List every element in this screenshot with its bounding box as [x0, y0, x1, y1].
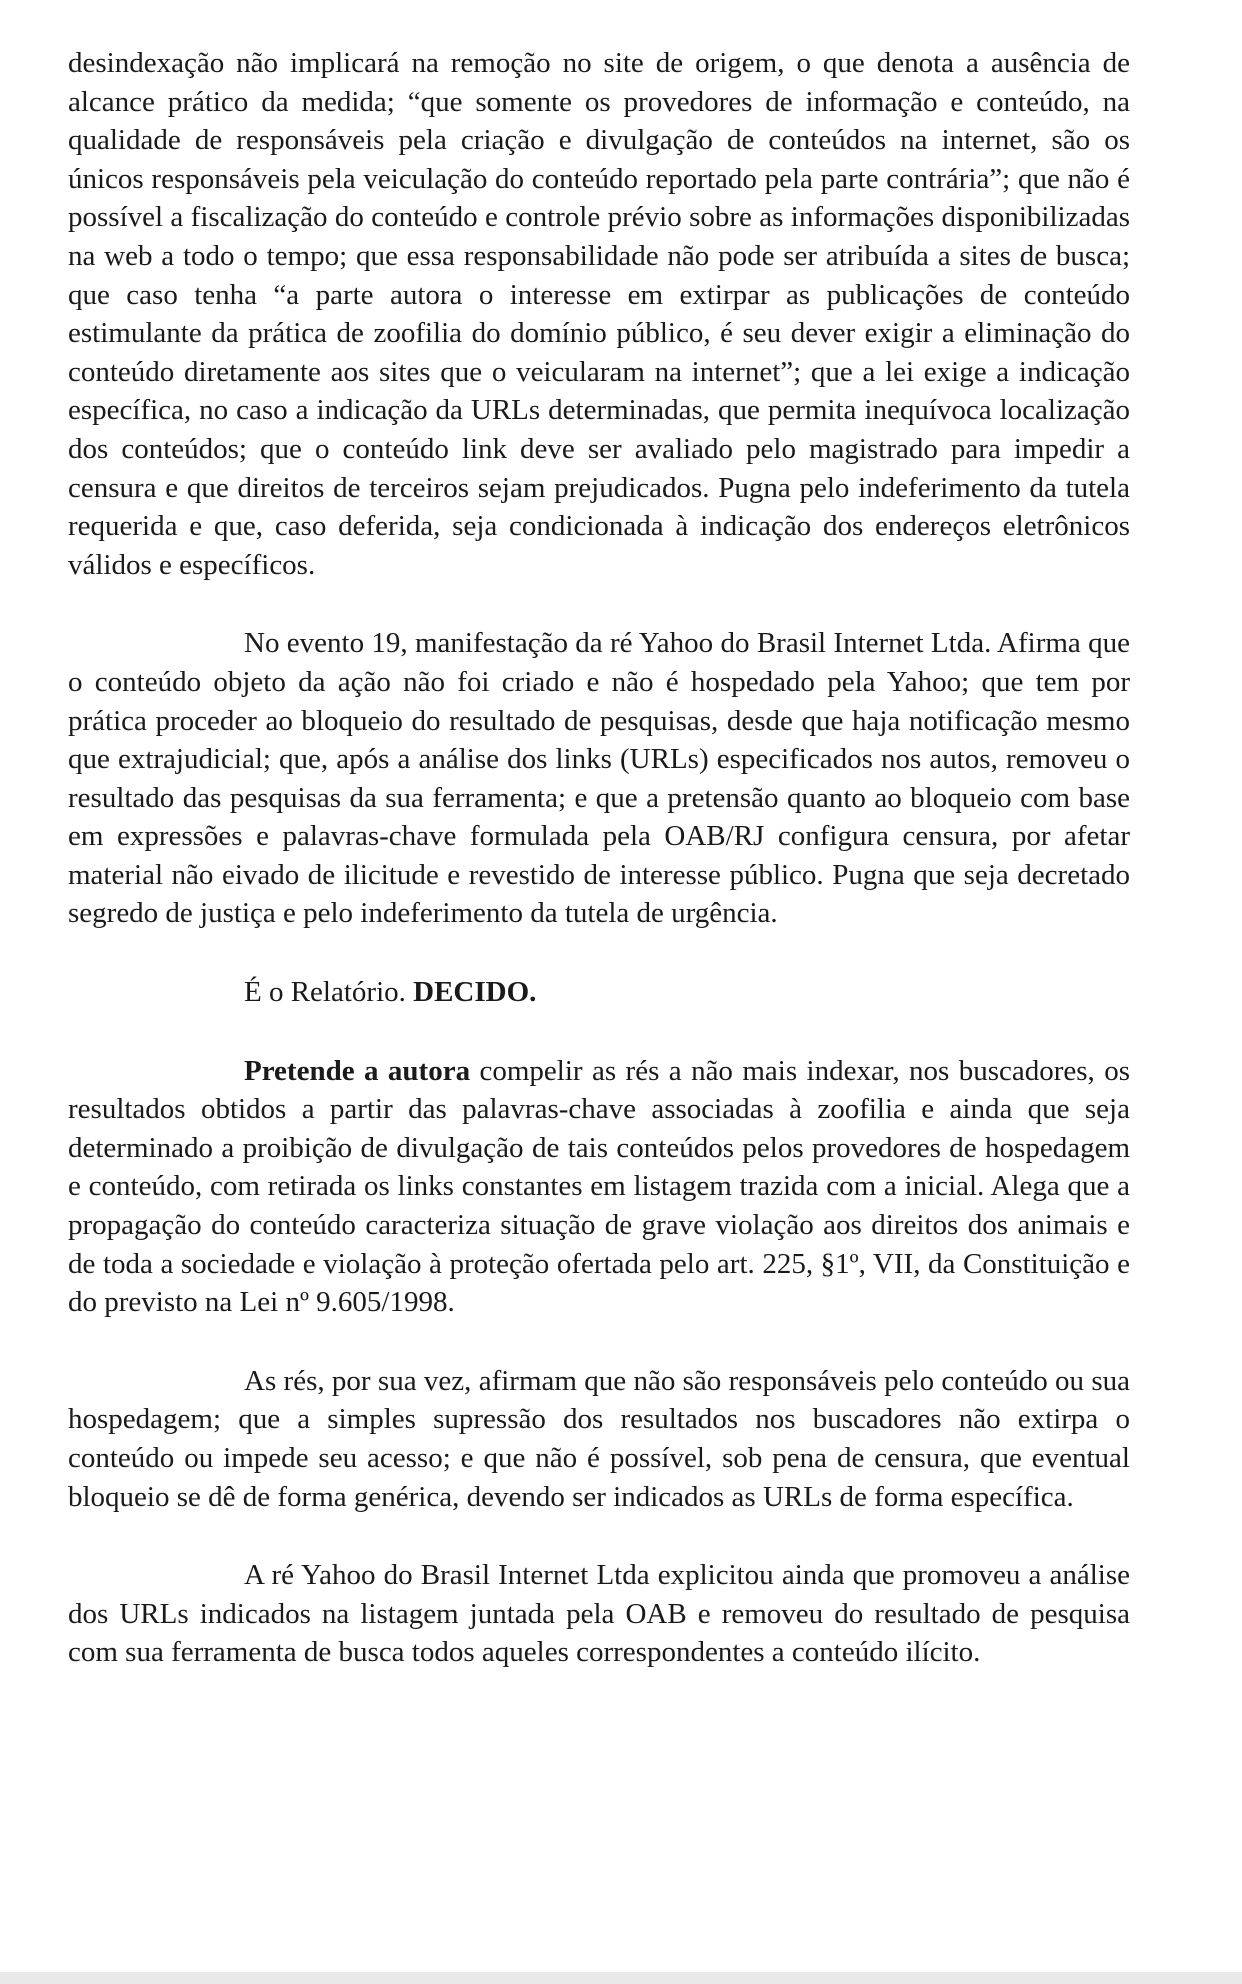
page-bottom-edge: [0, 1972, 1242, 1984]
paragraph-relatorio: [68, 973, 1130, 1012]
paragraph-continuation: desindexação não implicará na remoção no site de origem, o que denota a ausência de alcance prático da medida; “que somente os provedores de informação e conteúdo, na qualidade de responsáveis pela criação e divulgação de conteúdos na internet, são os únicos responsáveis pela veiculação do conteúdo reportado pela parte contrária”; que não é possível a fiscalização do conteúdo e controle prévio sobre as informações disponibilizadas na web a todo o tempo; que essa responsabilidade não pode ser atribuída a sites de busca; que caso tenha “a parte autora o interesse em extirpar as publicações de conteúdo estimulante da prática de zoofilia do domínio público, é seu dever exigir a eliminação do conteúdo diretamente aos sites que o veicularam na internet”; que a lei exige a indicação específica, no caso a indicação da URLs determinadas, que permita inequívoca localização dos conteúdos; que o conteúdo link deve ser avaliado pelo magistrado para impedir a censura e que direitos de terceiros sejam prejudicados. Pugna pelo indeferimento da tutela requerida e que, caso deferida, seja condicionada à indicação dos endereços eletrônicos válidos e específicos.: [68, 47, 1130, 581]
pretende-text: compelir as rés a não mais indexar, nos buscadores, os resultados obtidos a partir das palavras-chave associadas à zoofilia e ainda que seja determinado a proibição de divulgação de tais conteúdos pelos provedores de hospedagem e conteúdo, com retirada os links constantes em listagem trazida com a inicial. Alega que a propagação do conteúdo caracteriza situação de grave violação aos direitos dos animais e de toda a sociedade e violação à proteção ofertada pelo art. 225, §1º, VII, da Constituição e do previsto na Lei nº 9.605/1998.: [68, 1054, 1130, 1319]
decido-heading: DECIDO.: [413, 976, 537, 1009]
pretende-autora-bold: Pretende a autora: [244, 1054, 471, 1087]
paragraph-pretende: [68, 1052, 1130, 1322]
paragraph-evento-19: No evento 19, manifestação da ré Yahoo do Brasil Internet Ltda. Afirma que o conteúdo objeto da ação não foi criado e não é hospedado pela Yahoo; que tem por prática proceder ao bloqueio do resultado de pesquisas, desde que haja notificação mesmo que extrajudicial; que, após a análise dos links (URLs) especificados nos autos, removeu o resultado das pesquisas da sua ferramenta; e que a pretensão quanto ao bloqueio com base em expressões e palavras-chave formulada pela OAB/RJ configura censura, por afetar material não eivado de ilicitude e revestido de interesse público. Pugna que seja decretado segredo de justiça e pelo indeferimento da tutela de urgência.: [68, 627, 1130, 930]
document-page: [68, 44, 1130, 1672]
paragraph-yahoo: A ré Yahoo do Brasil Internet Ltda explicitou ainda que promoveu a análise dos URLs indicados na listagem juntada pela OAB e removeu do resultado de pesquisa com sua ferramenta de busca todos aqueles correspondentes a conteúdo ilícito.: [68, 1559, 1130, 1669]
relatorio-text: É o Relatório.: [244, 976, 414, 1009]
paragraph-as-res: As rés, por sua vez, afirmam que não são responsáveis pelo conteúdo ou sua hospedagem; que a simples supressão dos resultados nos buscadores não extirpa o conteúdo ou impede seu acesso; e que não é possível, sob pena de censura, que eventual bloqueio se dê de forma genérica, devendo ser indicados as URLs de forma específica.: [68, 1364, 1130, 1513]
